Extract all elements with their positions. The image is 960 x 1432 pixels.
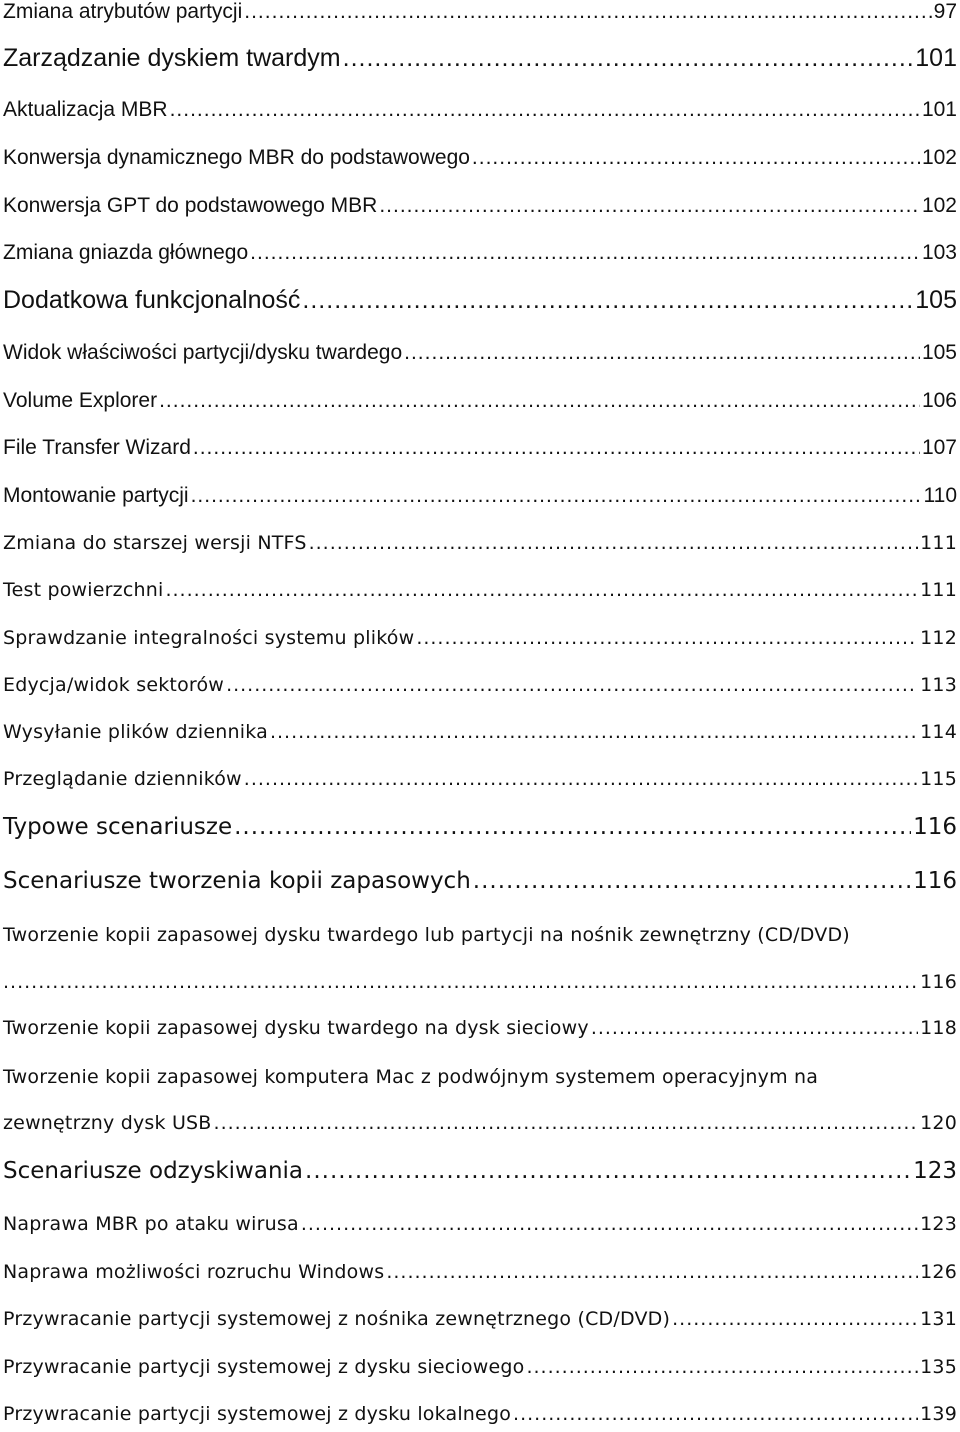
dot-leader bbox=[386, 1261, 918, 1283]
toc-entry[interactable] bbox=[3, 0, 957, 24]
toc-entry-page: 101 bbox=[921, 98, 957, 121]
toc-entry[interactable] bbox=[3, 532, 957, 554]
toc-entry[interactable] bbox=[3, 484, 957, 508]
dot-leader bbox=[250, 241, 920, 265]
toc-entry-page: 111 bbox=[920, 579, 957, 601]
dot-leader bbox=[3, 971, 918, 993]
toc-entry-title: Przywracanie partycji systemowej z dysku lokalnego bbox=[3, 1403, 512, 1425]
toc-entry-page: 112 bbox=[920, 627, 957, 649]
toc-entry-title: Zmiana gniazda głównego bbox=[3, 241, 249, 264]
toc-entry-title: File Transfer Wizard bbox=[3, 436, 191, 459]
toc-entry-page: 113 bbox=[920, 674, 957, 696]
toc-entry-title: Zarządzanie dyskiem twardym bbox=[3, 44, 341, 72]
dot-leader bbox=[473, 868, 911, 894]
dot-leader bbox=[244, 768, 918, 790]
toc-entry-title: Konwersja GPT do podstawowego MBR bbox=[3, 194, 378, 217]
dot-leader bbox=[193, 436, 920, 460]
dot-leader bbox=[165, 579, 918, 601]
toc-entry-title: Wysyłanie plików dziennika bbox=[3, 721, 268, 743]
dot-leader bbox=[191, 484, 922, 508]
dot-leader bbox=[302, 286, 913, 315]
toc-entry[interactable] bbox=[3, 971, 957, 993]
toc-entry-title-line1[interactable]: Tworzenie kopii zapasowej komputera Mac z podwójnym systemem operacyjnym na bbox=[3, 1066, 819, 1088]
toc-entry-page: 105 bbox=[915, 286, 957, 314]
dot-leader bbox=[270, 721, 918, 743]
dot-leader bbox=[472, 146, 920, 170]
toc-entry-page: 102 bbox=[921, 146, 957, 169]
toc-entry[interactable] bbox=[3, 814, 957, 840]
toc-entry[interactable] bbox=[3, 44, 957, 73]
toc-entry-page: 123 bbox=[920, 1213, 957, 1235]
toc-entry-page: 131 bbox=[920, 1308, 957, 1330]
dot-leader bbox=[159, 389, 920, 413]
dot-leader bbox=[234, 814, 911, 840]
toc-entry-page: 111 bbox=[920, 532, 957, 554]
toc-entry-title: Naprawa możliwości rozruchu Windows bbox=[3, 1261, 385, 1283]
toc-entry-page: 116 bbox=[913, 814, 957, 840]
dot-leader bbox=[305, 1158, 911, 1184]
toc-entry[interactable] bbox=[3, 194, 957, 218]
toc-entry-page: 101 bbox=[915, 44, 957, 72]
dot-leader bbox=[404, 341, 920, 365]
toc-entry-page: 120 bbox=[920, 1112, 957, 1134]
toc-entry[interactable] bbox=[3, 436, 957, 460]
toc-entry[interactable] bbox=[3, 1112, 957, 1134]
toc-entry-page: 114 bbox=[920, 721, 957, 743]
toc-entry-title: Naprawa MBR po ataku wirusa bbox=[3, 1213, 299, 1235]
toc-entry[interactable] bbox=[3, 98, 957, 122]
toc-entry-page: 115 bbox=[920, 768, 957, 790]
toc-entry-page: 139 bbox=[920, 1403, 957, 1425]
toc-entry-title-line2: zewnętrzny dysk USB bbox=[3, 1112, 212, 1134]
toc-entry-page: 105 bbox=[921, 341, 957, 364]
toc-entry-title: Konwersja dynamicznego MBR do podstawowego bbox=[3, 146, 470, 169]
dot-leader bbox=[513, 1403, 918, 1425]
toc-entry-title: Edycja/widok sektorów bbox=[3, 674, 225, 696]
dot-leader bbox=[416, 627, 918, 649]
dot-leader bbox=[591, 1017, 918, 1039]
toc-entry-title: Przeglądanie dzienników bbox=[3, 768, 242, 790]
toc-entry[interactable] bbox=[3, 286, 957, 315]
toc-entry[interactable] bbox=[3, 674, 957, 696]
dot-leader bbox=[672, 1308, 918, 1330]
toc-entry-title: Scenariusze odzyskiwania bbox=[3, 1158, 304, 1184]
toc-entry-page: 103 bbox=[921, 241, 957, 264]
toc-entry[interactable] bbox=[3, 1308, 957, 1330]
dot-leader bbox=[170, 98, 920, 122]
toc-entry-title: Zmiana atrybutów partycji bbox=[3, 0, 243, 23]
toc-entry-page: 106 bbox=[921, 389, 957, 412]
toc-entry-page: 110 bbox=[923, 484, 957, 507]
toc-entry-title: Tworzenie kopii zapasowej dysku twardego na dysk sieciowy bbox=[3, 1017, 589, 1039]
toc-entry-title: Volume Explorer bbox=[3, 389, 158, 412]
toc-entry-page: 102 bbox=[921, 194, 957, 217]
toc-entry-title: Aktualizacja MBR bbox=[3, 98, 168, 121]
toc-entry-title-line1[interactable]: Tworzenie kopii zapasowej dysku twardego lub partycji na nośnik zewnętrzny (CD/DVD) bbox=[3, 924, 850, 946]
toc-entry-page: 126 bbox=[920, 1261, 957, 1283]
toc-entry-title: Scenariusze tworzenia kopii zapasowych bbox=[3, 868, 471, 894]
toc-entry[interactable] bbox=[3, 1158, 957, 1184]
dot-leader bbox=[214, 1112, 919, 1134]
toc-entry-title: Typowe scenariusze bbox=[3, 814, 233, 840]
toc-entry[interactable] bbox=[3, 1213, 957, 1235]
toc-entry-page: 116 bbox=[913, 868, 957, 894]
toc-entry[interactable] bbox=[3, 146, 957, 170]
toc-entry[interactable] bbox=[3, 627, 957, 649]
toc-entry[interactable] bbox=[3, 579, 957, 601]
dot-leader bbox=[301, 1213, 918, 1235]
toc-entry[interactable] bbox=[3, 389, 957, 413]
dot-leader bbox=[526, 1356, 918, 1378]
toc-entry-title: Montowanie partycji bbox=[3, 484, 189, 507]
toc-entry-page: 116 bbox=[920, 971, 957, 993]
toc-entry[interactable] bbox=[3, 868, 957, 894]
toc-entry[interactable] bbox=[3, 721, 957, 743]
toc-entry-title: Sprawdzanie integralności systemu plików bbox=[3, 627, 415, 649]
toc-entry[interactable] bbox=[3, 1261, 957, 1283]
toc-entry[interactable] bbox=[3, 1356, 957, 1378]
toc-entry-page: 107 bbox=[921, 436, 957, 459]
toc-entry-title: Test powierzchni bbox=[3, 579, 164, 601]
dot-leader bbox=[226, 674, 918, 696]
toc-entry-title: Zmiana do starszej wersji NTFS bbox=[3, 532, 307, 554]
dot-leader bbox=[309, 532, 919, 554]
toc-entry-title: Dodatkowa funkcjonalność bbox=[3, 286, 301, 314]
toc-entry-page: 135 bbox=[920, 1356, 957, 1378]
toc-entry[interactable] bbox=[3, 341, 957, 365]
toc-entry-page: 123 bbox=[913, 1158, 957, 1184]
toc-entry-title: Przywracanie partycji systemowej z dysku sieciowego bbox=[3, 1356, 525, 1378]
toc-entry-title: Widok właściwości partycji/dysku twardego bbox=[3, 341, 403, 364]
dot-leader bbox=[343, 44, 914, 73]
toc-entry-title: Przywracanie partycji systemowej z nośnika zewnętrznego (CD/DVD) bbox=[3, 1308, 671, 1330]
toc-entry[interactable] bbox=[3, 1017, 957, 1039]
dot-leader bbox=[379, 194, 920, 218]
toc-entry-page: 97 bbox=[933, 0, 957, 23]
dot-leader bbox=[244, 0, 931, 24]
toc-entry[interactable] bbox=[3, 241, 957, 265]
toc-entry[interactable] bbox=[3, 1403, 957, 1425]
toc-entry-page: 118 bbox=[920, 1017, 957, 1039]
toc-entry[interactable] bbox=[3, 768, 957, 790]
